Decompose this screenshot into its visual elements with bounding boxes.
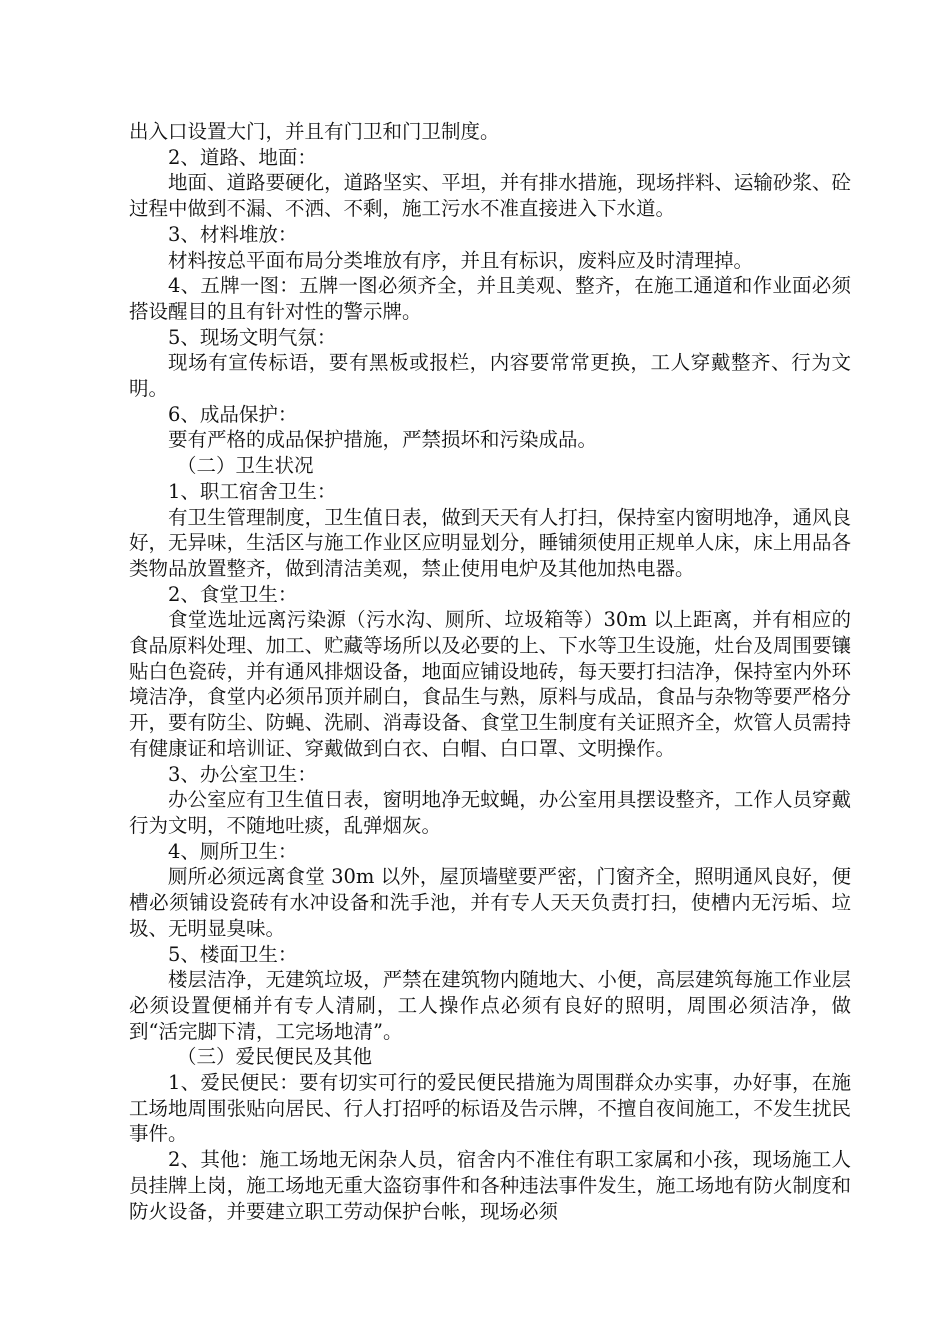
paragraph-canteen-hygiene: 食堂选址远离污染源（污水沟、厕所、垃圾箱等）30m 以上距离，并有相应的食品原料处理、加工、贮藏等场所以及必要的上、下水等卫生设施，灶台及周围要镶贴白色瓷砖，并有通风排烟设备，地面应铺设地砖，每天要打扫洁净，保持室内外环境洁净，食堂内必须吊顶并刷白，食品生与熟，原料与成品，食品与杂物等要严格分开，要有防尘、防蝇、洗刷、消毒设备、食堂卫生制度有关证照齐全，炊管人员需持有健康证和培训证、穿戴做到白衣、白帽、白口罩、文明操作。 (129, 608, 851, 760)
document-body (129, 119, 851, 1224)
paragraph-dormitory-hygiene: 有卫生管理制度，卫生值日表，做到天天有人打扫，保持室内窗明地净，通风良好，无异味，生活区与施工作业区应明显划分，睡铺须使用正规单人床，床上用品各类物品放置整齐，做到清洁美观，禁止使用电炉及其他加热电器。 (129, 505, 851, 580)
heading-office-hygiene: 3、办公室卫生： (168, 762, 317, 786)
paragraph-floor-hygiene: 楼层洁净，无建筑垃圾，严禁在建筑物内随地大、小便，高层建筑每施工作业层必须设置便桶并有专人清刷，工人操作点必须有良好的照明，周围必须洁净，做到“活完脚下清，工完场地清”。 (129, 968, 851, 1043)
paragraph-office-hygiene: 办公室应有卫生值日表，窗明地净无蚊蝇，办公室用具摆设整齐，工作人员穿戴行为文明，不随地吐痰，乱弹烟灰。 (129, 788, 851, 837)
heading-roads-ground: 2、道路、地面： (168, 145, 317, 169)
paragraph-material-stacking: 材料按总平面布局分类堆放有序，并且有标识，废料应及时清理掉。 (168, 248, 754, 272)
paragraph-community-care: 1、爱民便民：要有切实可行的爱民便民措施为周围群众办实事，办好事，在施工场地周围张贴向居民、行人打招呼的标语及告示牌，不擅自夜间施工，不发生扰民事件。 (129, 1071, 851, 1146)
section-heading-community: （三）爱民便民及其他 (177, 1045, 373, 1069)
heading-dormitory-hygiene: 1、职工宿舍卫生： (168, 479, 337, 503)
paragraph-toilet-hygiene: 厕所必须远离食堂 30m 以外，屋顶墙壁要严密，门窗齐全，照明通风良好，便槽必须铺设瓷砖有水冲设备和洗手池，并有专人天天负责打扫，使槽内无污垢、垃圾、无明显臭味。 (129, 865, 851, 940)
heading-floor-hygiene: 5、楼面卫生： (168, 942, 298, 966)
paragraph-site-atmosphere: 现场有宣传标语，要有黑板或报栏，内容要常常更换，工人穿戴整齐、行为文明。 (129, 351, 851, 401)
paragraph-gate-continuation: 出入口设置大门，并且有门卫和门卫制度。 (129, 120, 500, 143)
section-heading-hygiene: （二）卫生状况 (177, 454, 314, 478)
heading-canteen-hygiene: 2、食堂卫生： (168, 582, 298, 606)
paragraph-five-boards-one-map: 4、五牌一图：五牌一图必须齐全，并且美观、整齐，在施工通道和作业面必须搭设醒目的且有针对性的警示牌。 (129, 274, 851, 323)
heading-material-stacking: 3、材料堆放： (168, 222, 298, 246)
paragraph-roads-ground: 地面、道路要硬化，道路坚实、平坦，并有排水措施，现场拌料、运输砂浆、砼过程中做到不漏、不洒、不剩，施工污水不准直接进入下水道。 (129, 171, 851, 221)
heading-toilet-hygiene: 4、厕所卫生： (168, 839, 298, 863)
heading-product-protection: 6、成品保护： (168, 402, 298, 426)
paragraph-product-protection: 要有严格的成品保护措施，严禁损坏和污染成品。 (168, 428, 598, 452)
paragraph-other: 2、其他：施工场地无闲杂人员，宿舍内不准住有职工家属和小孩，现场施工人员挂牌上岗，施工场地无重大盗窃事件和各种违法事件发生，施工场地有防火制度和防火设备，并要建立职工劳动保护台帐，现场必须 (129, 1148, 851, 1223)
heading-site-atmosphere: 5、现场文明气氛： (168, 325, 337, 349)
